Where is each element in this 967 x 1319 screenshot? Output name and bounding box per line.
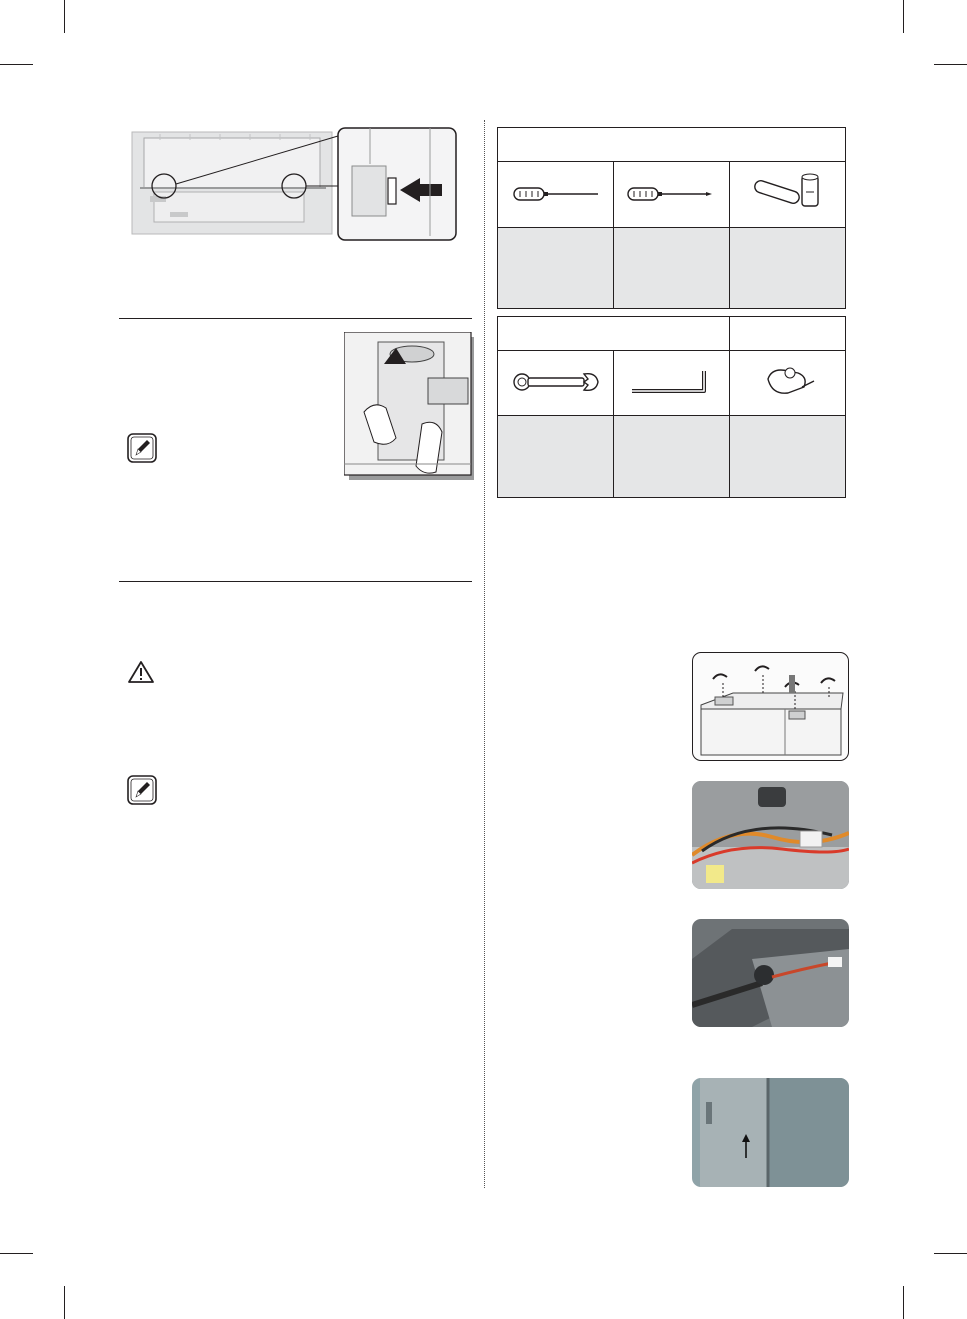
table-divider	[613, 161, 614, 308]
section-rule	[119, 581, 472, 582]
hex-key-icon	[628, 367, 714, 397]
crop-mark	[0, 1253, 33, 1254]
tool-cell	[730, 416, 845, 497]
tools-table-header	[498, 317, 845, 351]
fridge-interior-figure	[130, 126, 460, 244]
tools-table-header	[498, 128, 845, 162]
crop-mark	[64, 1286, 65, 1319]
warning-triangle-icon	[127, 660, 155, 684]
column-divider	[484, 120, 485, 1188]
hinge-cover-figure	[692, 652, 849, 761]
flat-screwdriver-icon	[512, 184, 602, 204]
section-rule	[119, 318, 472, 319]
tools-table-1	[497, 127, 846, 309]
hinge-bolt-photo	[692, 919, 849, 1027]
socket-wrench-icon	[748, 172, 828, 212]
crop-mark	[903, 1286, 904, 1319]
door-lift-photo	[692, 1078, 849, 1187]
crop-mark	[0, 64, 33, 65]
table-divider	[498, 415, 845, 416]
table-divider	[729, 350, 730, 497]
tool-cell	[498, 228, 614, 308]
phillips-screwdriver-icon	[626, 184, 716, 204]
tool-cell	[614, 228, 730, 308]
table-divider	[613, 350, 614, 497]
crop-mark	[934, 64, 967, 65]
ice-bucket-figure	[344, 332, 478, 484]
crop-mark	[903, 0, 904, 33]
clip-icon	[760, 361, 820, 401]
crop-mark	[64, 0, 65, 33]
spanner-icon	[510, 369, 602, 395]
crop-mark	[934, 1253, 967, 1254]
tool-cell	[498, 416, 614, 497]
table-divider	[729, 317, 730, 350]
table-divider	[729, 161, 730, 308]
note-pencil-icon	[127, 433, 157, 463]
tool-cell	[730, 228, 845, 308]
tool-cell	[614, 416, 730, 497]
wire-harness-photo	[692, 781, 849, 889]
table-divider	[498, 227, 845, 228]
note-pencil-icon	[127, 775, 157, 805]
tools-table-2	[497, 316, 846, 498]
